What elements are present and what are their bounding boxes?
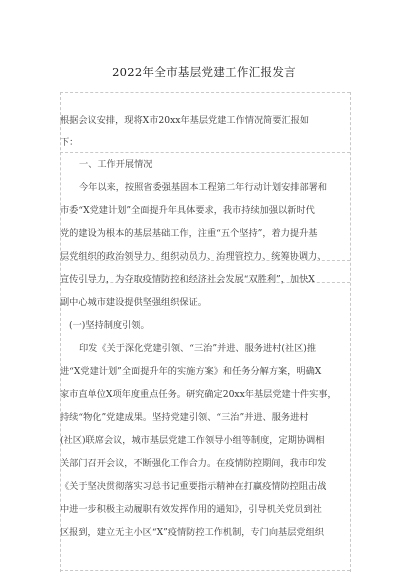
guide-line	[60, 152, 350, 153]
paragraph-line: 持续“物化”党建成果。坚持党建引领、“三治”并进、服务进村	[60, 412, 309, 423]
paragraph-line: 市委“X党建计划”全面提升年具体要求，我市持续加强以新时代	[60, 205, 315, 216]
paragraph-line: 中进一步积极主动履职有效发挥作用的通知》，引导机关党员到社	[60, 504, 322, 515]
document-title: 2022年全市基层党建工作汇报发言	[112, 65, 296, 79]
paragraph-line: 副中心城市建设提供坚强组织保证。	[60, 297, 207, 308]
paragraph-line: 印发《关于深化党建引领、“三治”并进、服务进村(社区)推	[79, 343, 317, 354]
subsection-heading: (一)坚持制度引领。	[69, 320, 150, 331]
section-heading: 一、工作开展情况	[79, 159, 153, 170]
paragraph-line: (社区)联席会议，城市基层党建工作领导小组等制度，定期协调相	[60, 435, 325, 446]
paragraph-line: 区报到，建立无主小区“X”疫情防控工作机制，专门向基层党组织	[60, 527, 324, 538]
paragraph-line: 根据会议安排，现将X市20xx年基层党建工作情况简要汇报如	[60, 115, 310, 126]
paragraph-line: 层党组织的政治领导力、组织动员力、治理管控力、统筹协调力、	[60, 251, 327, 262]
paragraph-line: 进“X党建计划”全面提升年的实施方案》和任务分解方案，明确X	[60, 366, 322, 377]
paragraph-line: 下：	[60, 137, 79, 148]
paragraph-line: 宣传引导力，为夺取疫情防控和经济社会发展“双胜利”，加快X	[60, 274, 315, 285]
paragraph-line: 家市直单位X项年度重点任务。研究确定20xx年基层党建十件实事，	[60, 389, 337, 400]
document-body	[60, 92, 350, 572]
paragraph-line: 《关于坚决贯彻落实习总书记重要指示精神在打赢疫情防控阻击战	[60, 481, 327, 492]
paragraph-line: 今年以来，按照省委强基固本工程第二年行动计划安排部署和	[79, 182, 328, 193]
top-guide-line	[60, 92, 350, 93]
bottom-guide-line	[60, 570, 350, 571]
paragraph-line: 关部门召开会议，不断强化工作合力。在疫情防控期间，我市印发	[60, 458, 327, 469]
paragraph-line: 党的建设为根本的基层基础工作，注重“五个坚持”，着力提升基	[60, 228, 318, 239]
